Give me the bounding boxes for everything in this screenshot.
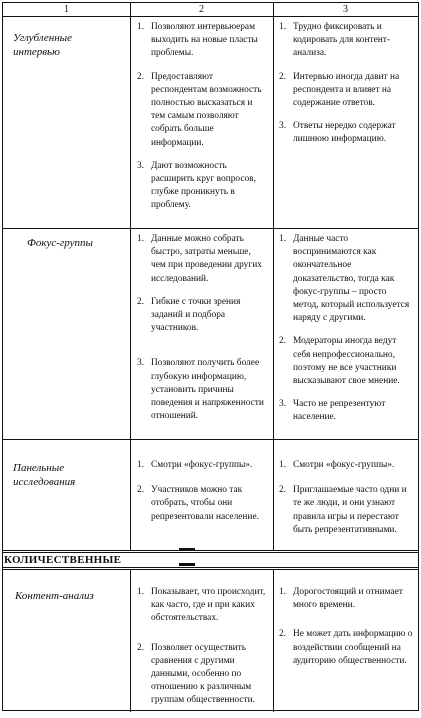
section-divider (3, 550, 418, 553)
disadvantages-list (279, 233, 413, 435)
list-item: 3. Часто не репрезентуют население. (279, 399, 386, 423)
list-item: 1. Дорогостоящий и отнимает много времени. (279, 587, 403, 611)
column-divider (130, 3, 131, 550)
disadvantages-list (279, 586, 413, 678)
column-divider (273, 569, 274, 712)
method-label-panels: Панельные исследования (13, 462, 76, 488)
list-item: 3. Дают возможность расширить круг вопросов, глубже проникнуть в проблему. (137, 160, 256, 211)
list-item: 2. Приглашаемые часто одни и те же люди, и они узнают правила игры и перестают быть репрезентативными. (279, 485, 407, 535)
list-item: 2. Предоставляют респондентам возможность полностью высказаться и тем самым позволяют собрать больше информации. (137, 71, 262, 148)
column-divider (130, 569, 131, 712)
column-divider (273, 3, 274, 550)
list-item: 2. Не может дать информацию о воздействии сообщений на аудиторию общественности. (279, 629, 413, 666)
header-col-1: 1 (64, 4, 69, 15)
comparison-table (2, 2, 419, 711)
list-item: 1. Данные часто воспринимаются как окончательное доказательство, тогда как фокус-группы – просто метод, который используется наряду с другими. (279, 234, 410, 324)
divider-mark (179, 548, 195, 551)
list-item: 2. Интервью иногда давит на респондента и влияет на содержание ответов. (279, 71, 400, 109)
list-item: 1. Трудно фиксировать и кодировать для контент-анализа. (279, 22, 390, 59)
list-item: 1. Позволяют интервьюерам выходить на новые пласты проблемы. (137, 22, 258, 59)
advantages-list (137, 459, 267, 534)
list-item: 2. Гибкие с точки зрения заданий и подбора участников. (137, 296, 241, 334)
list-item: 2. Позволяет осуществить сравнения с другими данными, особенно по отношению к различным группам общественности. (137, 642, 256, 706)
disadvantages-list (279, 21, 413, 157)
row-divider (3, 228, 418, 229)
list-item: 3. Позволяют получить более глубокую информацию, установить причины поведения и напряженности отношений. (137, 358, 264, 422)
section-label: КОЛИЧЕСТВЕННЫЕ (4, 554, 122, 566)
list-item: 1. Данные можно собрать быстро, затраты меньше, чем при проведении других исследований. (137, 234, 262, 284)
row-divider (3, 439, 418, 440)
list-item: 1. Показывает, что происходит, как часто, где и при каких обстоятельствах. (137, 587, 266, 624)
advantages-list (137, 233, 267, 433)
divider-mark (179, 563, 195, 566)
list-item: 2. Участников можно так отобрать, чтобы они репрезентовали население. (137, 485, 259, 522)
section-divider (3, 567, 418, 570)
method-label-interviews: Углубленные интервью (13, 32, 72, 58)
disadvantages-list (279, 459, 413, 547)
list-item: 1. Смотри «фокус-группы». (137, 460, 253, 470)
list-item: 2. Модераторы иногда ведут себя непрофессионально, поэтому не все участники высказывают свое мнение. (279, 336, 400, 387)
advantages-list (137, 21, 267, 223)
advantages-list (137, 586, 267, 718)
method-label-focus-groups: Фокус-группы (27, 237, 93, 249)
header-col-2: 2 (199, 4, 204, 15)
list-item: 3. Ответы нередко содержат лишнюю информацию. (279, 121, 396, 145)
table-header (3, 3, 418, 17)
method-label-content-analysis: Контент-анализ (15, 590, 94, 602)
header-col-3: 3 (343, 4, 348, 15)
list-item: 1. Смотри «фокус-группы». (279, 460, 395, 470)
